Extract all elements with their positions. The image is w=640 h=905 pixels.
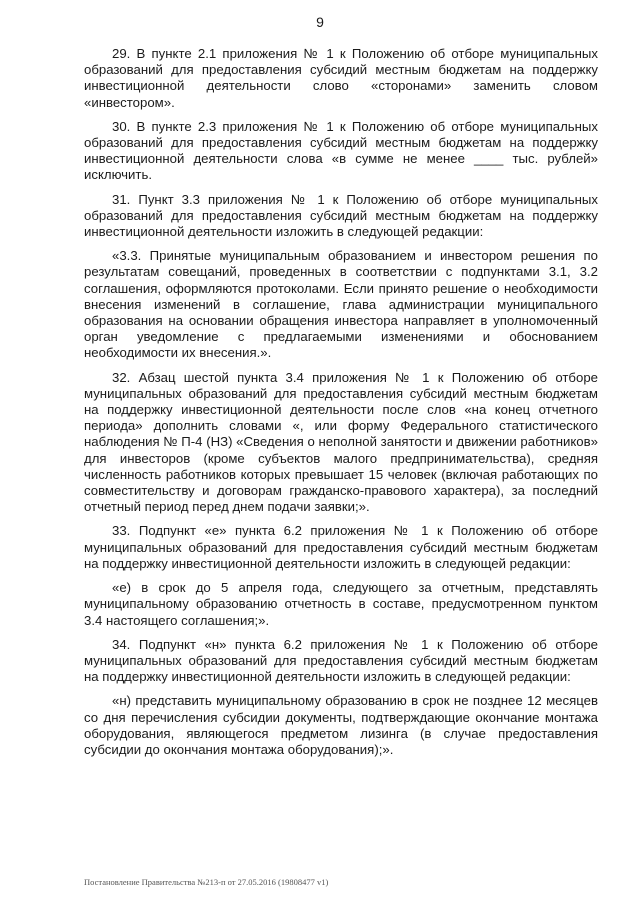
paragraph-31: 31. Пункт 3.3 приложения № 1 к Положению об отборе муниципальных образований для предоставления субсидий местным бюджетам на поддержку инвестиционной деятельности изложить в следующей редакции: (84, 191, 598, 240)
document-body (84, 46, 598, 766)
document-footer: Постановление Правительства №213-п от 27.05.2016 (19808477 v1) (84, 877, 329, 887)
paragraph-33: 33. Подпункт «е» пункта 6.2 приложения № 1 к Положению об отборе муниципальных образований для предоставления субсидий местным бюджетам на поддержку инвестиционной деятельности изложить в следующей редакции: (84, 523, 598, 571)
quoted-subclause-e: «е) в срок до 5 апреля года, следующего за отчетным, представлять муниципальному образованию отчетность в составе, предусмотренном пунктом 3.4 настоящего соглашения;». (84, 580, 598, 628)
paragraph-34: 34. Подпункт «н» пункта 6.2 приложения № 1 к Положению об отборе муниципальных образований для предоставления субсидий местным бюджетам на поддержку инвестиционной деятельности изложить в следующей редакции: (84, 636, 598, 685)
quoted-clause-3-3: «3.3. Принятые муниципальным образованием и инвестором решения по результатам совещаний, проведенных в соответствии с подпунктами 3.1, 3.2 соглашения, оформляются протоколами. Если принято решение о необходимости внесения изменений в соглашение, глава администрации муниципального образования на основании обращения инвестора направляет в уполномоченный орган уведомление с предлагаемыми изменениями и обоснованием необходимости их внесения.». (84, 248, 598, 361)
paragraph-29: 29. В пункте 2.1 приложения № 1 к Положению об отборе муниципальных образований для предоставления субсидий местным бюджетам на поддержку инвестиционной деятельности слово «сторонами» заменить словом «инвестором». (84, 46, 598, 110)
paragraph-32: 32. Абзац шестой пункта 3.4 приложения № 1 к Положению об отборе муниципальных образований для предоставления субсидий местным бюджетам на поддержку инвестиционной деятельности после слов «на конец отчетного периода» дополнить словами «, или форму Федерального статистического наблюдения № П-4 (НЗ) «Сведения о неполной занятости и движении работников» для инвесторов (кроме субъектов малого предпринимательства), средняя численность работников которых превышает 15 человек (включая работающих по совместительству и договорам гражданско-правового характера), за последний отчетный период перед днем подачи заявки;». (84, 369, 598, 515)
paragraph-30: 30. В пункте 2.3 приложения № 1 к Положению об отборе муниципальных образований для предоставления субсидий местным бюджетам на поддержку инвестиционной деятельности слова «в сумме не менее ____ тыс. рублей» исключить. (84, 118, 598, 183)
page-number: 9 (316, 14, 324, 30)
quoted-subclause-n: «н) представить муниципальному образованию в срок не позднее 12 месяцев со дня перечисления субсидии документы, подтверждающие окончание монтажа оборудования, являющегося предметом лизинга (в случае предоставления субсидии до окончания монтажа оборудования);». (84, 693, 598, 757)
